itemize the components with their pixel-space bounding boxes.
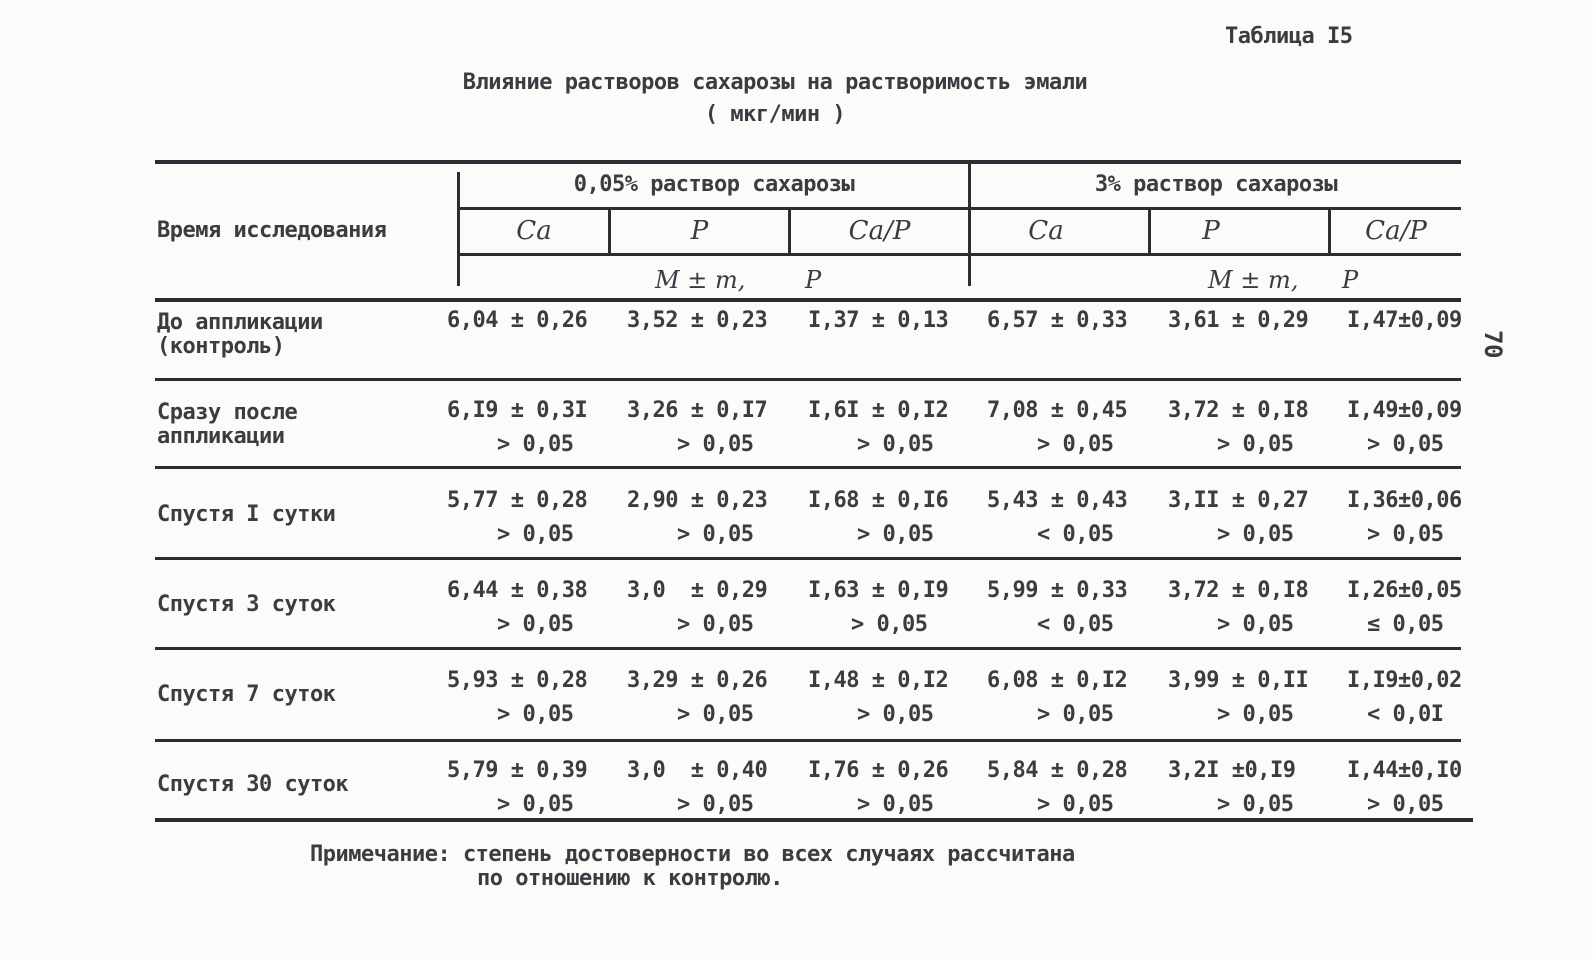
cell-value: 3,0 ± 0,29 [627, 578, 768, 603]
row-label: До аппликации [157, 310, 323, 335]
cell-p: > 0,05 [1217, 522, 1294, 547]
subcol-ca-2: Ca [1028, 216, 1064, 246]
subcol-ca-1: Ca [516, 216, 552, 246]
cell-value: 5,84 ± 0,28 [987, 758, 1128, 783]
cell-value: I,48 ± 0,I2 [808, 668, 949, 693]
table-units: ( мкг/мин ) [704, 102, 846, 127]
row-label-2: (контроль) [157, 334, 285, 359]
table-label: Таблица I5 [1225, 24, 1353, 49]
header-group-1: 0,05% раствор сахарозы [573, 172, 855, 197]
row-label: Спустя 3 суток [157, 592, 336, 617]
cell-value: 3,52 ± 0,23 [627, 308, 768, 333]
cell-p: > 0,05 [857, 792, 934, 817]
cell-p: > 0,05 [1037, 792, 1114, 817]
cell-p: > 0,05 [1367, 792, 1444, 817]
cell-p: > 0,05 [1367, 432, 1444, 457]
cell-p: > 0,05 [1037, 432, 1114, 457]
cell-value: 6,44 ± 0,38 [447, 578, 588, 603]
cell-value: 6,I9 ± 0,3I [447, 398, 588, 423]
stat-p-1: P [805, 266, 822, 294]
cell-p: > 0,05 [1217, 702, 1294, 727]
cell-p: < 0,05 [1037, 612, 1114, 637]
cell-p: > 0,05 [677, 702, 754, 727]
cell-value: 5,99 ± 0,33 [987, 578, 1128, 603]
cell-value: 7,08 ± 0,45 [987, 398, 1128, 423]
row-label-2: аппликации [157, 424, 285, 449]
cell-p: > 0,05 [677, 522, 754, 547]
cell-value: I,6I ± 0,I2 [808, 398, 949, 423]
cell-p: > 0,05 [857, 432, 934, 457]
subcol-cap-2: Ca/P [1365, 216, 1427, 246]
table-title: Влияние растворов сахарозы на растворимость эмали [462, 70, 1088, 95]
rule-row [155, 466, 1461, 469]
note-line-1: Примечание: степень достоверности во всех случаях рассчитана [310, 842, 1075, 867]
cell-value: 3,61 ± 0,29 [1168, 308, 1309, 333]
cell-p: > 0,05 [677, 792, 754, 817]
rule-row [155, 739, 1461, 742]
stat-p-2: P [1342, 266, 1359, 294]
row-label: Спустя I сутки [157, 502, 336, 527]
cell-p: > 0,05 [1367, 522, 1444, 547]
cell-value: 3,99 ± 0,II [1168, 668, 1309, 693]
header-group-2: 3% раствор сахарозы [1094, 172, 1338, 197]
cell-value: I,47±0,09 [1347, 308, 1462, 333]
cell-p: > 0,05 [677, 432, 754, 457]
rule-bottom [155, 818, 1473, 822]
cell-p: ≤ 0,05 [1367, 612, 1444, 637]
cell-value: 6,57 ± 0,33 [987, 308, 1128, 333]
cell-value: 6,08 ± 0,I2 [987, 668, 1128, 693]
row-label: Спустя 7 суток [157, 682, 336, 707]
cell-p: > 0,05 [857, 702, 934, 727]
cell-value: 3,26 ± 0,I7 [627, 398, 768, 423]
cell-p: > 0,05 [1217, 432, 1294, 457]
cell-p: > 0,05 [497, 522, 574, 547]
cell-p: > 0,05 [677, 612, 754, 637]
cell-value: I,36±0,06 [1347, 488, 1462, 513]
cell-p: > 0,05 [497, 432, 574, 457]
rule-row [155, 647, 1461, 650]
row-label: Сразу после [157, 400, 298, 425]
subcol-p-1: P [690, 216, 709, 246]
cell-value: I,68 ± 0,I6 [808, 488, 949, 513]
cell-p: > 0,05 [1037, 702, 1114, 727]
cell-value: 3,72 ± 0,I8 [1168, 398, 1309, 423]
subcol-cap-1: Ca/P [848, 216, 911, 246]
cell-value: I,63 ± 0,I9 [808, 578, 949, 603]
cell-value: I,I9±0,02 [1347, 668, 1462, 693]
stat-m-1: M ± m, [655, 266, 746, 294]
cell-value: 3,II ± 0,27 [1168, 488, 1309, 513]
cell-value: 2,90 ± 0,23 [627, 488, 768, 513]
rule-subcols [459, 253, 1461, 256]
cell-p: > 0,05 [857, 522, 934, 547]
cell-value: 5,79 ± 0,39 [447, 758, 588, 783]
cell-p: > 0,05 [851, 612, 928, 637]
cell-value: I,37 ± 0,13 [808, 308, 949, 333]
cell-p: > 0,05 [497, 612, 574, 637]
cell-p: > 0,05 [1217, 612, 1294, 637]
cell-value: 3,0 ± 0,40 [627, 758, 768, 783]
cell-value: I,44±0,I0 [1347, 758, 1462, 783]
cell-value: 5,93 ± 0,28 [447, 668, 588, 693]
cell-value: 3,2I ±0,I9 [1168, 758, 1296, 783]
cell-p: < 0,05 [1037, 522, 1114, 547]
page-number: 70 [1479, 330, 1507, 358]
cell-value: I,26±0,05 [1347, 578, 1462, 603]
stat-m-2: M ± m, [1208, 266, 1299, 294]
row-label: Спустя 30 суток [157, 772, 349, 797]
subcol-p-2: P [1202, 216, 1220, 246]
cell-value: I,76 ± 0,26 [808, 758, 949, 783]
cell-p: > 0,05 [1217, 792, 1294, 817]
header-row-label: Время исследования [157, 218, 387, 243]
cell-value: 5,77 ± 0,28 [447, 488, 588, 513]
cell-p: > 0,05 [497, 792, 574, 817]
cell-value: 3,72 ± 0,I8 [1168, 578, 1309, 603]
cell-p: > 0,05 [497, 702, 574, 727]
cell-p: < 0,0I [1367, 702, 1444, 727]
rule-header-bottom [155, 298, 1461, 302]
cell-value: 3,29 ± 0,26 [627, 668, 768, 693]
cell-value: 6,04 ± 0,26 [447, 308, 588, 333]
rule-top [155, 160, 1461, 164]
rule-row [155, 378, 1461, 381]
cell-value: I,49±0,09 [1347, 398, 1462, 423]
rule-row [155, 557, 1461, 560]
cell-value: 5,43 ± 0,43 [987, 488, 1128, 513]
note-line-2: по отношению к контролю. [477, 866, 783, 891]
